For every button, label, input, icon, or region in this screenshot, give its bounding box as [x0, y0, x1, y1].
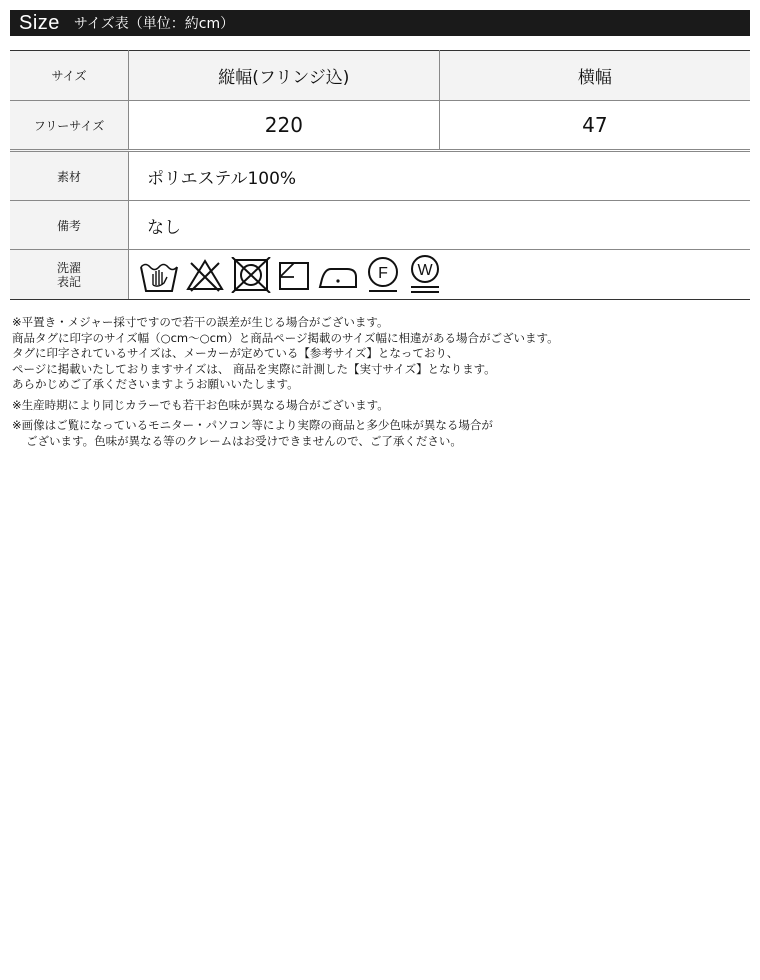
- size-notes: [12, 315, 752, 449]
- note-line: ※生産時期により同じカラーでも若干お色味が異なる場合がございます。: [12, 397, 389, 412]
- material-row: [10, 151, 750, 201]
- note-line: 商品タグに印字のサイズ幅（○cm〜○cm）と商品ページ掲載のサイズ幅に相違がある場合がございます。: [12, 330, 559, 345]
- remarks-row: [10, 201, 750, 250]
- size-column-header: サイズ: [10, 51, 129, 101]
- care-row: [10, 250, 750, 300]
- note-line: ※画像はご覧になっているモニター・パソコン等により実際の商品と多少色味が異なる場合が: [12, 418, 493, 432]
- remarks-label: 備考: [10, 201, 129, 250]
- no-bleach-icon: [185, 257, 225, 293]
- wet-clean-letter: W: [417, 261, 433, 279]
- care-label-line1: 洗濯: [56, 260, 81, 275]
- note-line: あらかじめご了承くださいますようお願いいたします。: [12, 377, 299, 391]
- care-icons: [129, 255, 750, 295]
- note-line: ページに掲載いたしておりますサイズは、 商品を実際に計測した【実寸サイズ】となります。: [12, 361, 496, 376]
- length-value: 220: [129, 101, 440, 151]
- dry-clean-letter: F: [378, 264, 388, 282]
- note-line: ございます。色味が異なる等のクレームはお受けできませんので、ご了承ください。: [26, 433, 462, 448]
- remarks-value: なし: [129, 201, 751, 250]
- width-column-header: 横幅: [439, 51, 750, 101]
- size-title: Size: [19, 11, 60, 34]
- material-value: ポリエステル100%: [129, 151, 751, 201]
- care-label-line2: 表記: [56, 274, 81, 289]
- table-row: [10, 101, 750, 151]
- iron-low-icon: [317, 257, 359, 293]
- size-table: [10, 50, 750, 300]
- size-name: フリーサイズ: [10, 101, 129, 151]
- width-value: 47: [439, 101, 750, 151]
- dry-clean-f-icon: [365, 256, 401, 294]
- no-tumble-dry-icon: [231, 257, 271, 293]
- table-header-row: [10, 51, 750, 101]
- note-line: タグに印字されているサイズは、メーカーが定めている【参考サイズ】となっており、: [12, 346, 459, 360]
- size-header-bar: [10, 10, 750, 36]
- material-label: 素材: [10, 151, 129, 201]
- size-subtitle: サイズ表（単位：約cm）: [73, 16, 235, 32]
- hand-wash-icon: [139, 257, 179, 293]
- care-icons-cell: [129, 250, 751, 300]
- note-line: ※平置き・メジャー採寸ですので若干の誤差が生じる場合がございます。: [12, 315, 389, 329]
- care-label: [10, 250, 129, 300]
- line-dry-shade-icon: [277, 257, 311, 293]
- wet-clean-w-icon: [407, 255, 443, 295]
- length-column-header: 縦幅(フリンジ込): [129, 51, 440, 101]
